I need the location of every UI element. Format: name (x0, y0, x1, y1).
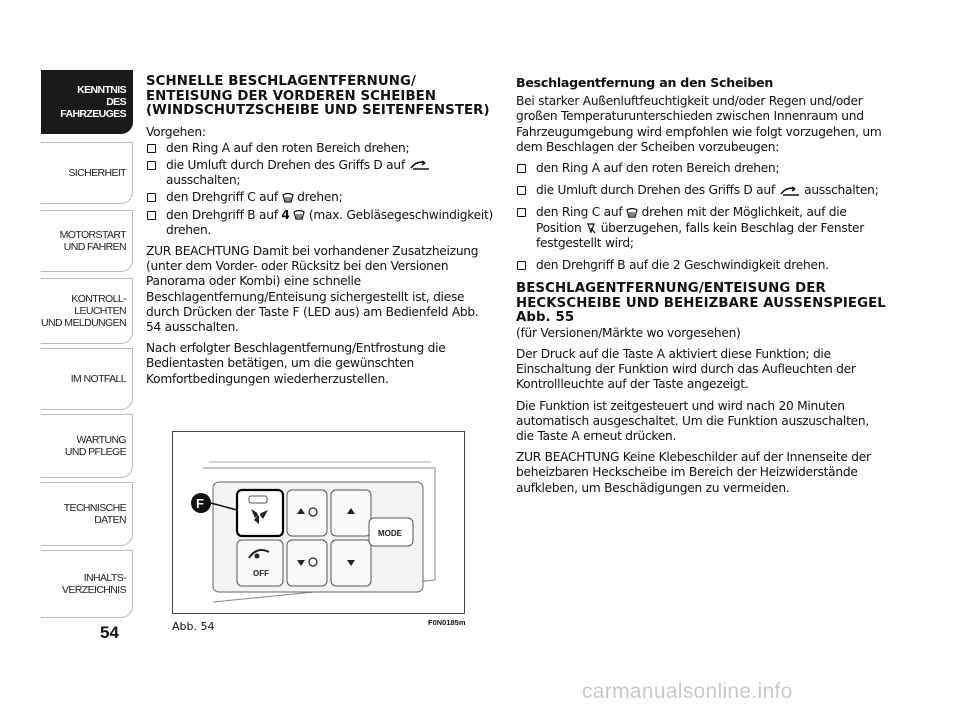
defog-list (516, 161, 886, 273)
tab-technische-daten[interactable]: TECHNISCHE DATEN (41, 482, 133, 546)
list-item: die Umluft durch Drehen des Griffs D auf ausschalten; (146, 158, 496, 188)
figure-caption: Abb. 54 (172, 620, 215, 633)
list-item: den Ring C auf drehen mit der Möglichkeit, auf die Position überzugehen, falls kein Beschlag der Fenster festgestellt wird; (516, 205, 886, 251)
tab-kontrollleuchten[interactable]: KONTROLL- LEUCHTEN UND MELDUNGEN (41, 278, 133, 344)
checkbox-bullet-icon (517, 164, 526, 173)
rear-defrost-note: ZUR BEACHTUNG Keine Klebeschilder auf der Innenseite der beheizbaren Heckscheibe im Bereich der Heizwiderstände aufkleben, um Beschädigungen zu vermeiden. (516, 450, 871, 495)
procedure-intro: Vorgehen: (146, 124, 206, 139)
rear-defrost-para-2: Die Funktion ist zeitgesteuert und wird nach 20 Minuten automatisch ausgeschaltet. Um die Funktion auszuschalten, die Taste A erneut drücken. (516, 398, 869, 443)
note-auxiliary-heater: ZUR BEACHTUNG Damit bei vorhandener Zusatzheizung (unter dem Vorder- oder Rücksitz bei den Versionen Panorama oder Kombi) eine schnelle Beschlagentfernung/Enteisung sichergestellt ist, diese durch Drücken der Taste F (LED aus) am Bedienfeld Abb. 54 ausschalten. (146, 243, 479, 334)
mode-label: MODE (378, 529, 402, 538)
list-item: den Drehgriff B auf die 2 Geschwindigkeit drehen. (516, 258, 886, 273)
recirculation-off-icon (409, 159, 431, 171)
list-item: den Drehgriff B auf 4 (max. Gebläsegeschwindigkeit) drehen. (146, 208, 496, 238)
list-item: den Ring A auf den roten Bereich drehen; (516, 161, 886, 176)
list-item: die Umluft durch Drehen des Griffs D auf ausschalten; (516, 183, 886, 198)
watermark-text: carmanualsonline.info (582, 680, 793, 703)
windshield-defrost-icon (626, 207, 638, 219)
footwell-windshield-icon (585, 222, 597, 234)
tab-kenntnis[interactable]: KENNTNIS DES FAHRZEUGES (41, 70, 133, 134)
checkbox-bullet-icon (517, 261, 526, 270)
checkbox-bullet-icon (517, 186, 526, 195)
section-subheading: (für Versionen/Märkte wo vorgesehen) (516, 325, 741, 340)
checkbox-bullet-icon (147, 161, 156, 170)
control-panel-illustration (173, 432, 464, 613)
rear-defrost-para-1: Der Druck auf die Taste A aktiviert diese Funktion; die Einschaltung der Funktion wird durch das Aufleuchten der Kontrollleuchte auf der Taste angezeigt. (516, 346, 856, 392)
checkbox-bullet-icon (147, 193, 156, 202)
section-heading-rear-defrost: BESCHLAGENTFERNUNG/ENTEISUNG DER HECKSCHEIBE UND BEHEIZBARE AUSSENSPIEGEL Abb. 55 (516, 281, 886, 326)
section-heading-defog: Beschlagentfernung an den Scheiben (516, 75, 774, 90)
tab-sicherheit[interactable]: SICHERHEIT (41, 142, 133, 204)
defog-intro: Bei starker Außenluftfeuchtigkeit und/oder Regen und/oder großen Temperaturunterschieden zwischen Innenraum und Fahrzeugumgebung wird empfohlen wie folgt vorzugehen, um dem Beschlagen der Scheiben vorzubeugen: (516, 94, 882, 154)
tab-wartung[interactable]: WARTUNG UND PFLEGE (41, 414, 133, 478)
checkbox-bullet-icon (147, 211, 156, 220)
list-item: den Drehgriff C auf drehen; (146, 190, 496, 205)
right-column (516, 75, 886, 502)
list-item: den Ring A auf den roten Bereich drehen; (146, 141, 496, 156)
after-defrost-text: Nach erfolgter Beschlagentfernung/Entfrostung die Bedientasten betätigen, um die gewünschten Komfortbedingungen wiederherzustellen. (146, 341, 446, 386)
off-label: OFF (253, 569, 269, 578)
figure-code: F0N0185m (428, 618, 466, 627)
windshield-defrost-icon (293, 209, 305, 221)
procedure-list (146, 141, 496, 238)
left-column (146, 75, 496, 393)
page-number: 54 (100, 623, 119, 642)
tab-motorstart[interactable]: MOTORSTART UND FAHREN (41, 210, 133, 272)
windshield-defrost-icon (282, 192, 294, 204)
checkbox-bullet-icon (147, 144, 156, 153)
figure-control-panel (172, 431, 465, 614)
section-heading-quick-defrost: SCHNELLE BESCHLAGENTFERNUNG/ ENTEISUNG DER VORDEREN SCHEIBEN (WINDSCHUTZSCHEIBE UND SEITENFENSTER) (146, 74, 490, 118)
recirculation-off-icon (779, 185, 801, 197)
tab-inhaltsverzeichnis[interactable]: INHALTS- VERZEICHNIS (41, 550, 133, 618)
callout-f-label: F (196, 496, 204, 511)
checkbox-bullet-icon (517, 208, 526, 217)
tab-im-notfall[interactable]: IM NOTFALL (41, 348, 133, 410)
